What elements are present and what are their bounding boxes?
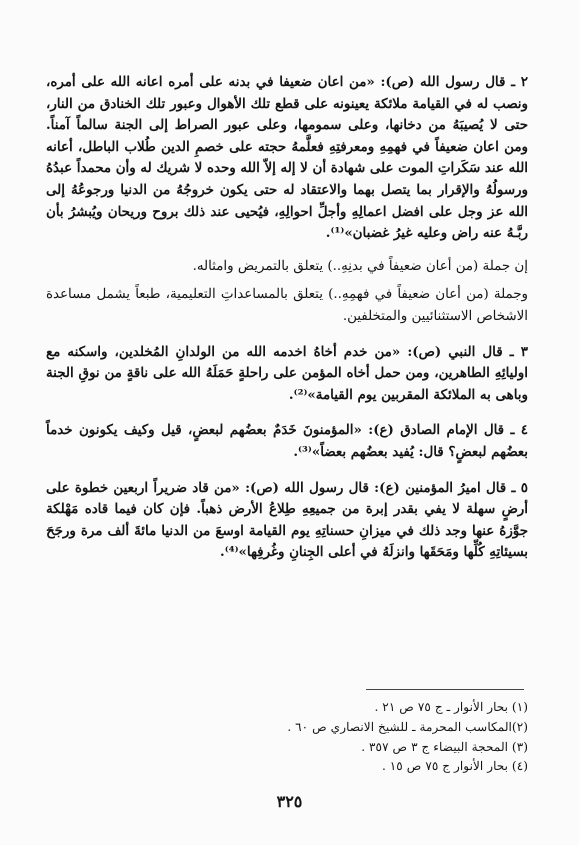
page-number: ٣٢٥ <box>276 792 303 811</box>
body-text <box>46 72 528 564</box>
footnote-4: (٤) بحار الأنوار ج ٧٥ ص ١٥ . <box>381 759 528 774</box>
paragraph-hadith-3: ٣ ـ قال النبي (ص): «من خدم أخاهُ اخدمه الله من الولدانِ المُخلدين، واسكنه مع اوليائِهِ الطاهرين، ومن حمل أخاه المؤمن على راحلةٍ حَمَلَهُ الله على ناقةٍ من نوقِ الجنة وباهى به الملائكة المقربين يوم القيامة»⁽²⁾. <box>46 343 528 403</box>
footnote-separator <box>366 689 524 690</box>
paragraph-hadith-4: ٤ ـ قال الإمام الصادق (ع): «المؤمنونَ خَدَمٌ بعضُهم لبعضٍ، قيل وكيف يكونون خدماً بعضُهم لبعضٍ؟ قال: يُفيد بعضُهم بعضاً»⁽³⁾. <box>46 422 528 460</box>
footnote-1: (١) بحار الأنوار ـ ج ٧٥ ص ٢١ . <box>374 700 528 714</box>
paragraph-commentary-2: وجملة (من أعان ضعيفاً في فهمِهِ..) يتعلق بالمساعداتِ التعليمية، طبعاً يشمل مساعدة الاشخاص الاستثنائيين والمتخلفين. <box>46 287 528 324</box>
paragraph-hadith-5: ٥ ـ قال اميرُ المؤمنين (ع): قال رسول الله (ص): «من قاد ضريراً اربعين خطوة على أرضٍ سهلة لا يفي بقدر إبرة من جميعِهِ طِلاعُ الأرض ذهباً. فإن كان فيما قاده مَهْلكة جوَّزهُ عنها وجد ذلك في ميزانِ حسناتِهِ يوم القيامة اوسعَ من الدنيا مائةَ ألف مرة ورجَحَ بسيئاتِهِ كُلِّها ومَحَقَها وانزلَهُ في أعلى الجِنانِ وغُرفِها»⁽⁴⁾. <box>46 479 528 561</box>
footnotes <box>60 698 528 777</box>
paragraph-hadith-2: ٢ ـ قال رسول الله (ص): «من اعان ضعيفا في بدنه على أمره اعانه الله على أمره، ونصب له في القيامة ملائكة يعينونه على قطع تلك الأهوال وعبور تلك الخنادق من النار، حتى لا يُصيبَهُ من دخانها، وعلى سمومها، وعلى عبور الصراط إلى الجنة سالماً آمناً. ومن اعان ضعيفاً في فهمِهِ ومعرفتِهِ فعلَّمهُ حجته على خصمِ الدين طُلاب الباطل، أعانه الله عند سَكَراتِ الموت على شهادة أن لا إله إلاّ الله وحده لا شريك له وأن محمداً عبدُهُ ورسولُهُ والإقرار بما يتصل بهما والاعتقاد له حتى يكون خروجُهُ من الدنيا ورجوعُهُ إلى الله عز وجل على افضل اعمالِهِ وأجلِّ احوالِهِ، فيُحيى عند ذلك بروح وريحان ويُبشرُ بأن ربَّـهُ عنه راض وعليه غيرُ غضبان»⁽¹⁾. <box>46 74 528 242</box>
footnote-2: (٢)المكاسب المحرمة ـ للشيخ الانصاري ص ٦٠ . <box>287 719 528 734</box>
footnote-3: (٣) المحجة البيضاء ج ٣ ص ٣٥٧ . <box>361 739 528 754</box>
paragraph-commentary-1: إن جملة (من أعان ضعيفاً في بدنِهِ..) يتعلق بالتمريض وامثاله. <box>192 258 528 274</box>
